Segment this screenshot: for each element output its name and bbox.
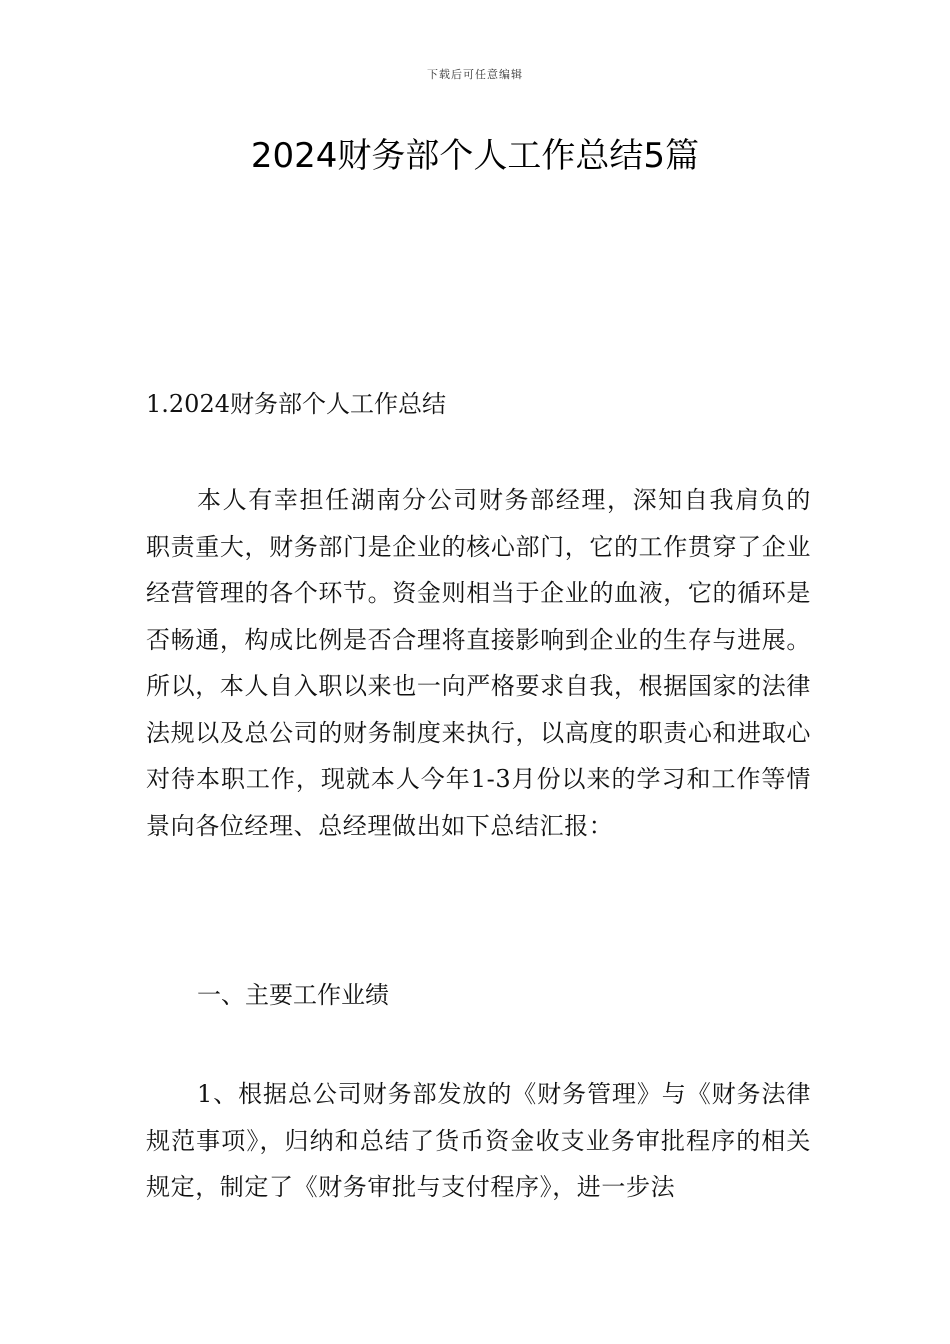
subheading-main-achievements: 一、主要工作业绩 <box>197 981 389 1009</box>
body-paragraph-1: 本人有幸担任湖南分公司财务部经理，深知自我肩负的职责重大，财务部门是企业的核心部门，它的工作贯穿了企业经营管理的各个环节。资金则相当于企业的血液，它的循环是否畅通，构成比例是否合理将直接影响到企业的生存与进展。所以，本人自入职以来也一向严格要求自我，根据国家的法律法规以及总公司的财务制度来执行，以高度的职责心和进取心对待本职工作，现就本人今年1-3月份以来的学习和工作等情景向各位经理、总经理做出如下总结汇报： <box>146 486 811 840</box>
section-heading: 1.2024财务部个人工作总结 <box>146 390 446 418</box>
header-note: 下载后可任意编辑 <box>427 68 523 81</box>
document-title: 2024财务部个人工作总结5篇 <box>250 136 700 176</box>
body-paragraph-2: 1、根据总公司财务部发放的《财务管理》与《财务法律规范事项》，归纳和总结了货币资金收支业务审批程序的相关规定，制定了《财务审批与支付程序》，进一步法 <box>146 1080 811 1201</box>
